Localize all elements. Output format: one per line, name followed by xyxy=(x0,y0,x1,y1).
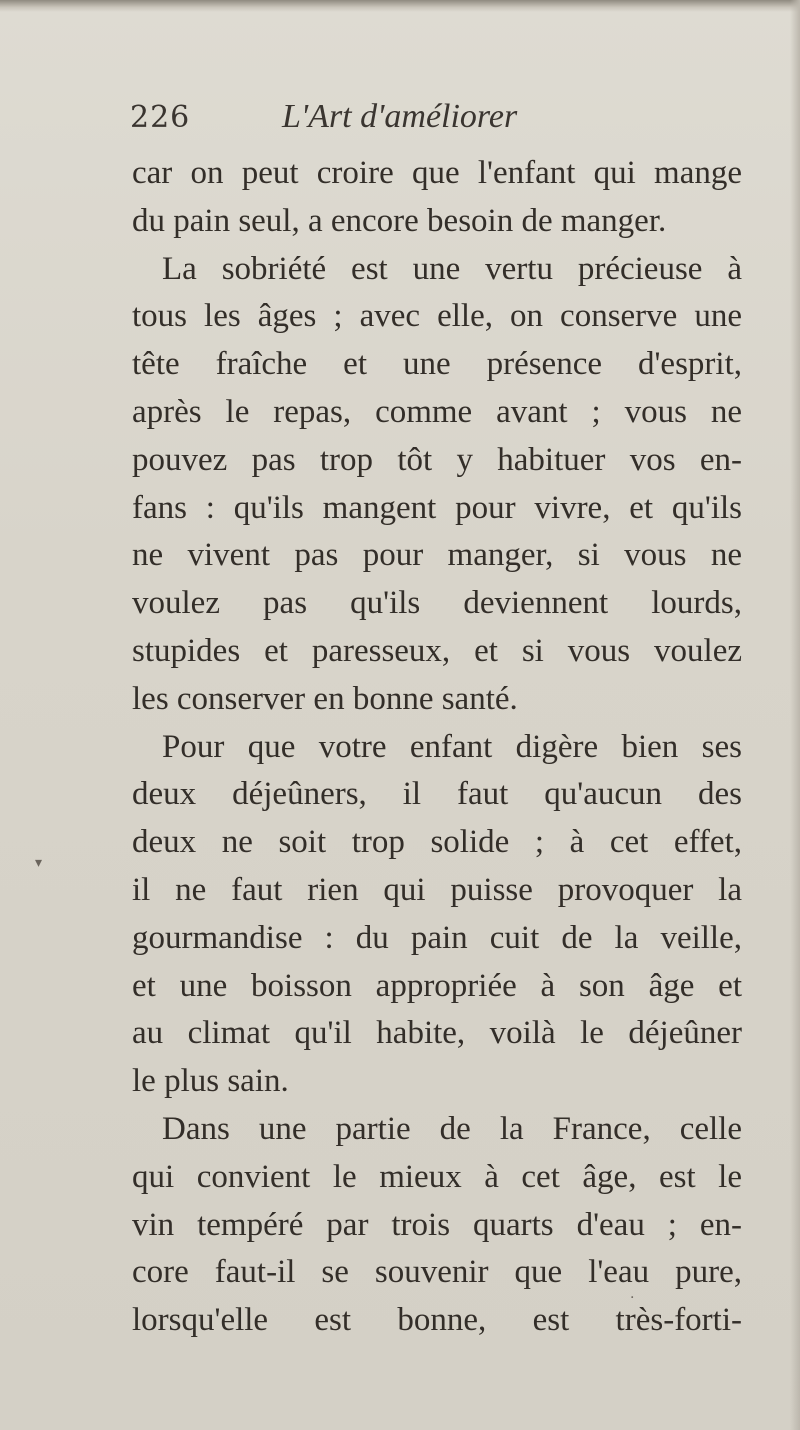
page-right-edge xyxy=(790,0,800,1430)
text-line: stupides et paresseux, et si vous voulez xyxy=(132,632,742,669)
text-line: il ne faut rien qui puisse provoquer la xyxy=(132,871,742,908)
text-line: tous les âges ; avec elle, on conserve une xyxy=(132,298,742,335)
text-line: core faut-il se souvenir que l'eau pure, xyxy=(132,1254,742,1291)
text-line: vin tempéré par trois quarts d'eau ; en- xyxy=(132,1206,742,1243)
text-line: au climat qu'il habite, voilà le déjeûner xyxy=(132,1015,742,1052)
text-line: lorsqu'elle est bonne, est très-forti- xyxy=(132,1302,742,1339)
stray-mark: · xyxy=(630,1290,635,1306)
text-line: les conserver en bonne santé. xyxy=(132,680,518,717)
text-line: le plus sain. xyxy=(132,1063,289,1100)
text-line: fans : qu'ils mangent pour vivre, et qu'ils xyxy=(132,489,742,526)
text-line: du pain seul, a encore besoin de manger. xyxy=(132,202,667,239)
text-line: qui convient le mieux à cet âge, est le xyxy=(132,1158,742,1195)
text-line: deux déjeûners, il faut qu'aucun des xyxy=(132,776,742,813)
text-line: car on peut croire que l'enfant qui mange xyxy=(132,155,742,191)
text-line: Dans une partie de la France, celle xyxy=(162,1110,742,1147)
text-line: deux ne soit trop solide ; à cet effet, xyxy=(132,824,742,861)
text-line: pouvez pas trop tôt y habituer vos en- xyxy=(132,441,742,478)
text-line: après le repas, comme avant ; vous ne xyxy=(132,393,742,430)
text-line: Pour que votre enfant digère bien ses xyxy=(162,728,742,765)
text-line: ne vivent pas pour manger, si vous ne xyxy=(132,537,742,574)
margin-mark: ▾ xyxy=(35,855,43,871)
page-number: 226 xyxy=(130,100,191,135)
page-top-edge xyxy=(0,0,800,12)
text-line: et une boisson appropriée à son âge et xyxy=(132,967,742,1004)
text-line: La sobriété est une vertu précieuse à xyxy=(162,250,742,287)
text-line: gourmandise : du pain cuit de la veille, xyxy=(132,919,742,956)
text-line: voulez pas qu'ils deviennent lourds, xyxy=(132,585,742,622)
page-header xyxy=(130,100,770,150)
text-line: tête fraîche et une présence d'esprit, xyxy=(132,346,742,383)
running-title: L'Art d'améliorer xyxy=(282,98,518,135)
body-text xyxy=(132,150,742,1345)
